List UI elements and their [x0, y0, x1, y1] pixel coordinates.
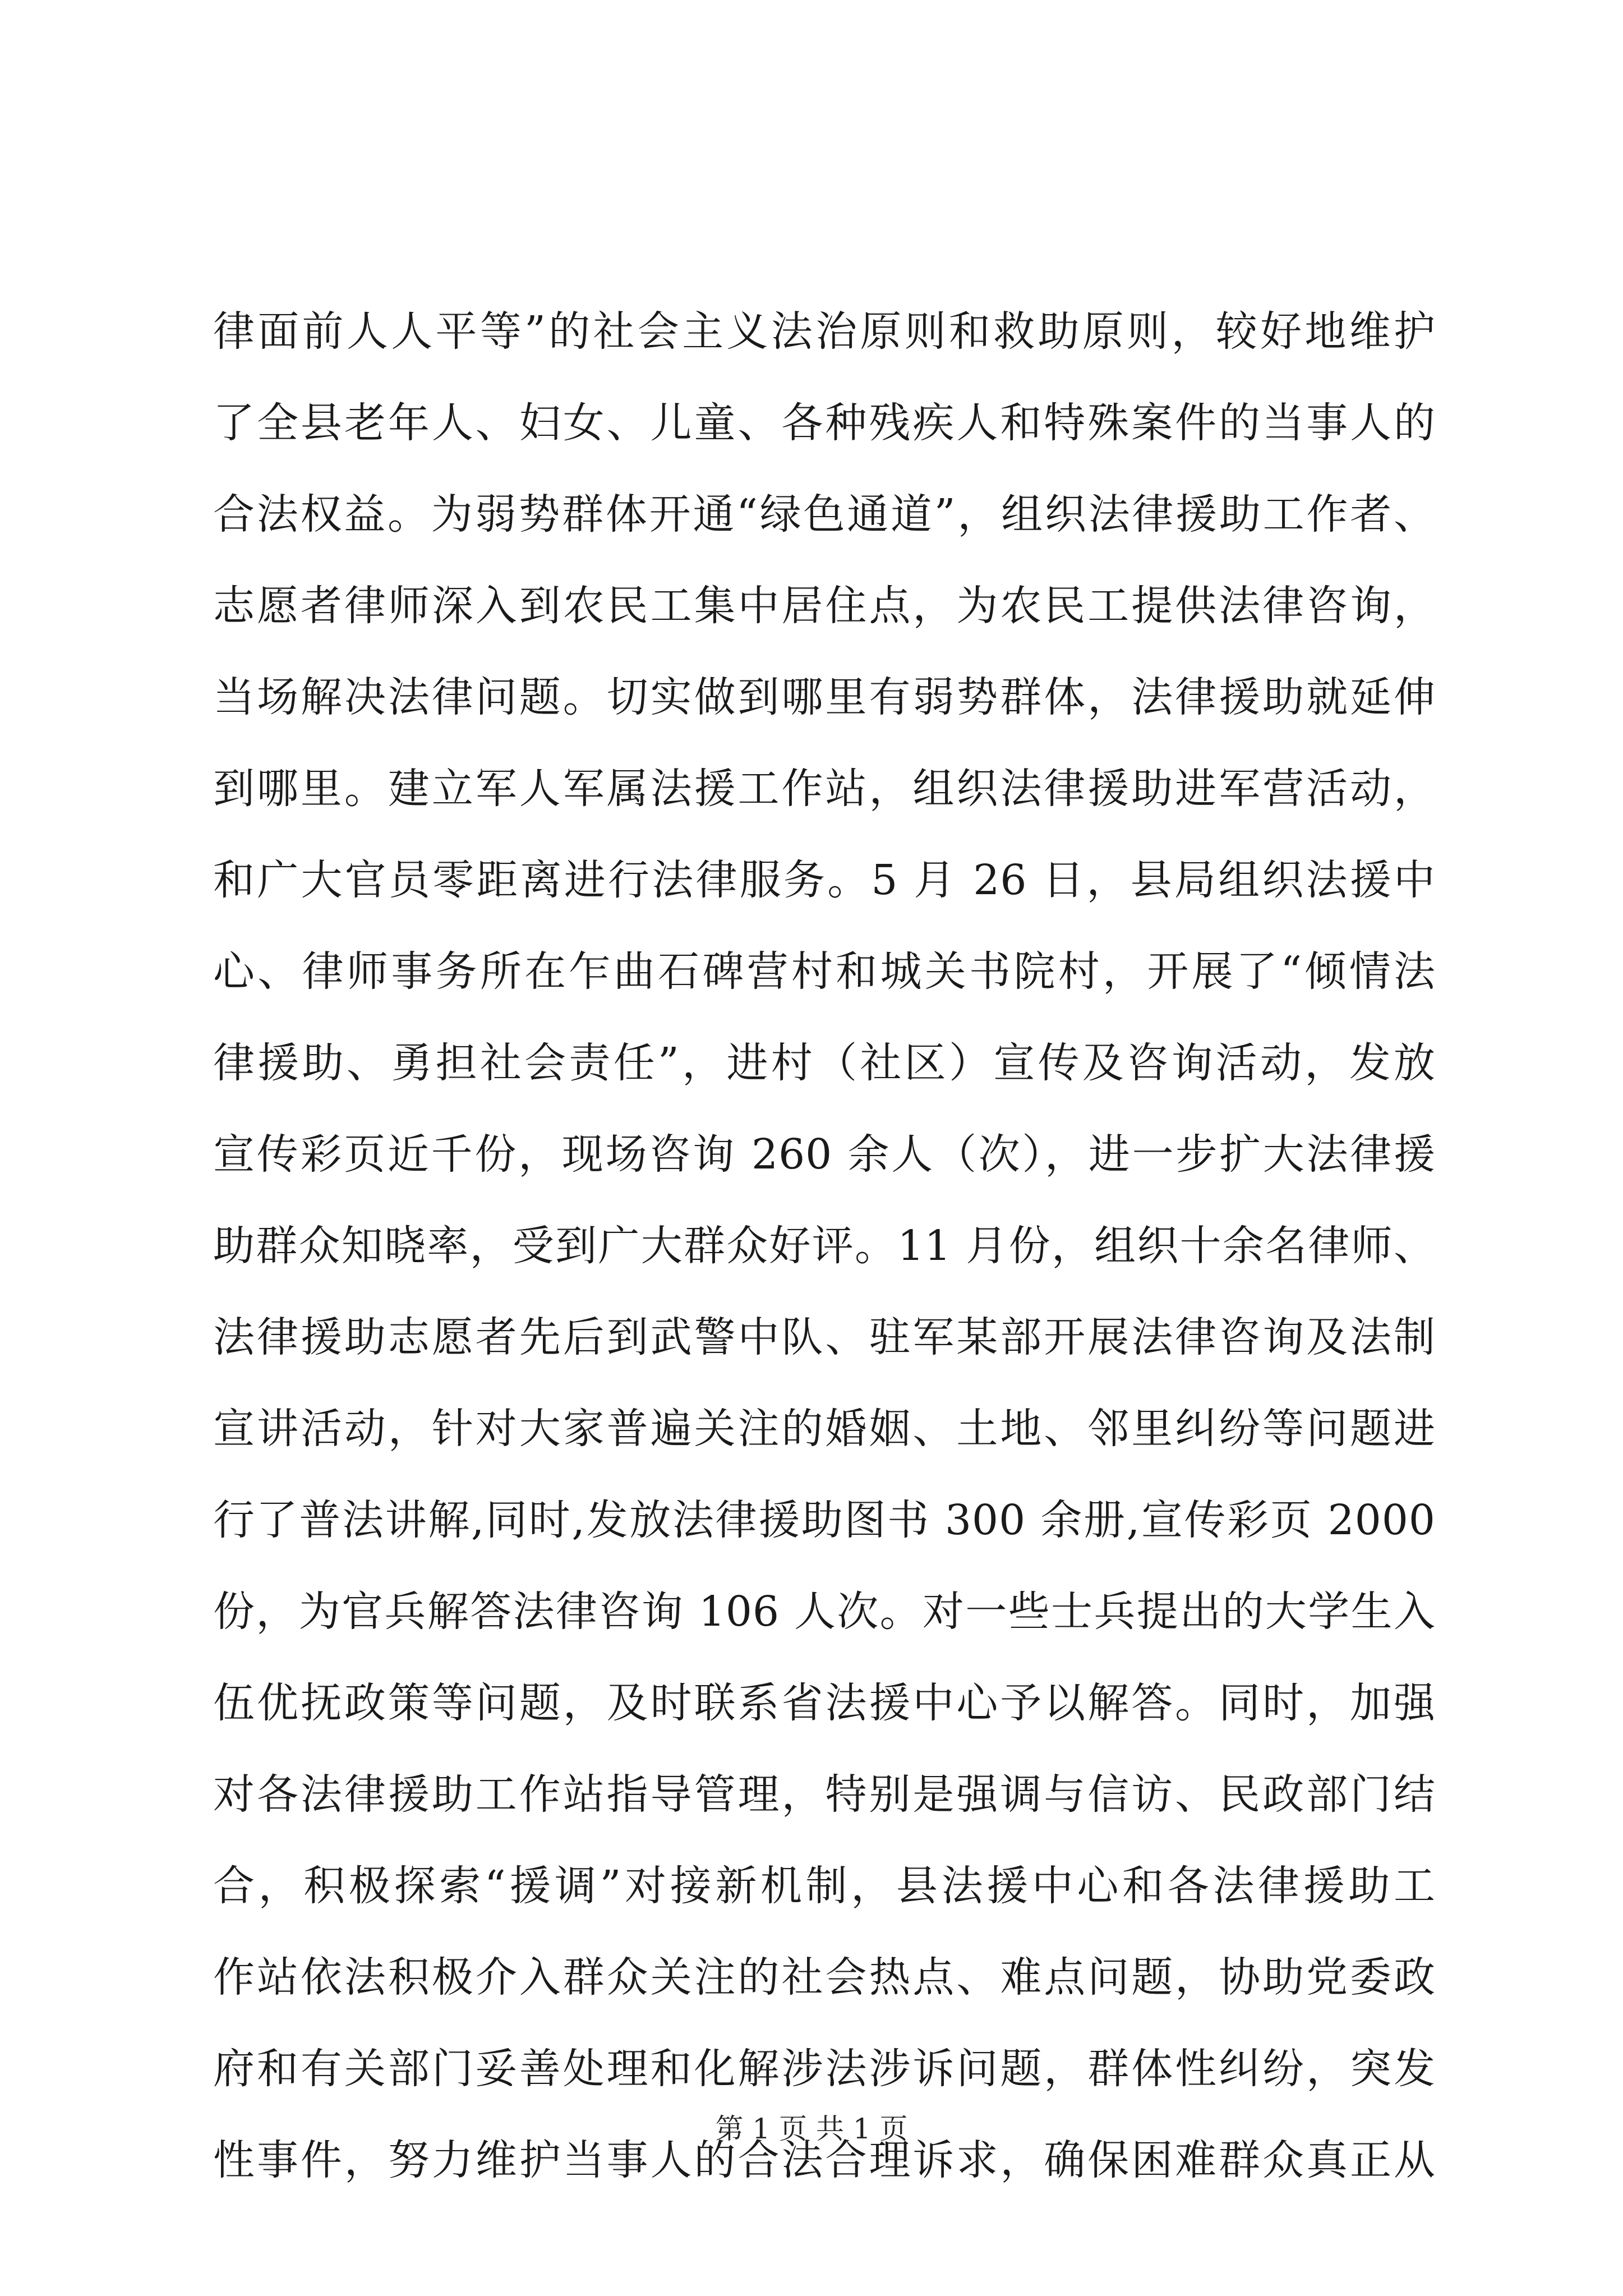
text-line: 和广大官员零距离进行法律服务。5 月 26 日，县局组织法援中 [213, 856, 1436, 904]
text-line: 宣传彩页近千份，现场咨询 260 余人（次），进一步扩大法律援 [213, 1130, 1436, 1179]
body-text [213, 286, 1436, 2206]
text-line: 法律援助志愿者先后到武警中队、驻军某部开展法律咨询及法制 [213, 1313, 1436, 1361]
text-line: 律面前人人平等”的社会主义法治原则和救助原则，较好地维护 [213, 307, 1436, 356]
text-line: 伍优抚政策等问题，及时联系省法援中心予以解答。同时，加强 [213, 1679, 1436, 1727]
text-line: 合法权益。为弱势群体开通“绿色通道”，组织法律援助工作者、 [213, 490, 1436, 539]
page-number-label: 第 1 页 共 1 页 [715, 2113, 908, 2145]
text-line: 助群众知晓率，受到广大群众好评。11 月份，组织十余名律师、 [213, 1222, 1436, 1270]
text-line: 律援助、勇担社会责任”，进村（社区）宣传及咨询活动，发放 [213, 1039, 1436, 1087]
text-line: 当场解决法律问题。切实做到哪里有弱势群体，法律援助就延伸 [213, 673, 1436, 721]
page-footer [0, 2109, 1623, 2148]
text-line: 宣讲活动，针对大家普遍关注的婚姻、土地、邻里纠纷等问题进 [213, 1405, 1436, 1453]
text-line: 府和有关部门妥善处理和化解涉法涉诉问题，群体性纠纷，突发 [213, 2045, 1436, 2093]
text-line: 作站依法积极介入群众关注的社会热点、难点问题，协助党委政 [213, 1953, 1436, 2001]
text-line: 了全县老年人、妇女、儿童、各种残疾人和特殊案件的当事人的 [213, 399, 1436, 447]
text-line: 到哪里。建立军人军属法援工作站，组织法律援助进军营活动， [213, 765, 1436, 813]
text-line: 份，为官兵解答法律咨询 106 人次。对一些士兵提出的大学生入 [213, 1588, 1436, 1636]
text-line: 心、律师事务所在乍曲石碑营村和城关书院村，开展了“倾情法 [213, 947, 1436, 996]
text-line: 性事件，努力维护当事人的合法合理诉求，确保困难群众真正从 [213, 2136, 1436, 2184]
text-line: 合，积极探索“援调”对接新机制，县法援中心和各法律援助工 [213, 1862, 1436, 1910]
text-line: 对各法律援助工作站指导管理，特别是强调与信访、民政部门结 [213, 1770, 1436, 1819]
text-line: 志愿者律师深入到农民工集中居住点，为农民工提供法律咨询， [213, 582, 1436, 630]
text-line: 行了普法讲解,同时,发放法律援助图书 300 余册,宣传彩页 2000 [213, 1496, 1436, 1544]
